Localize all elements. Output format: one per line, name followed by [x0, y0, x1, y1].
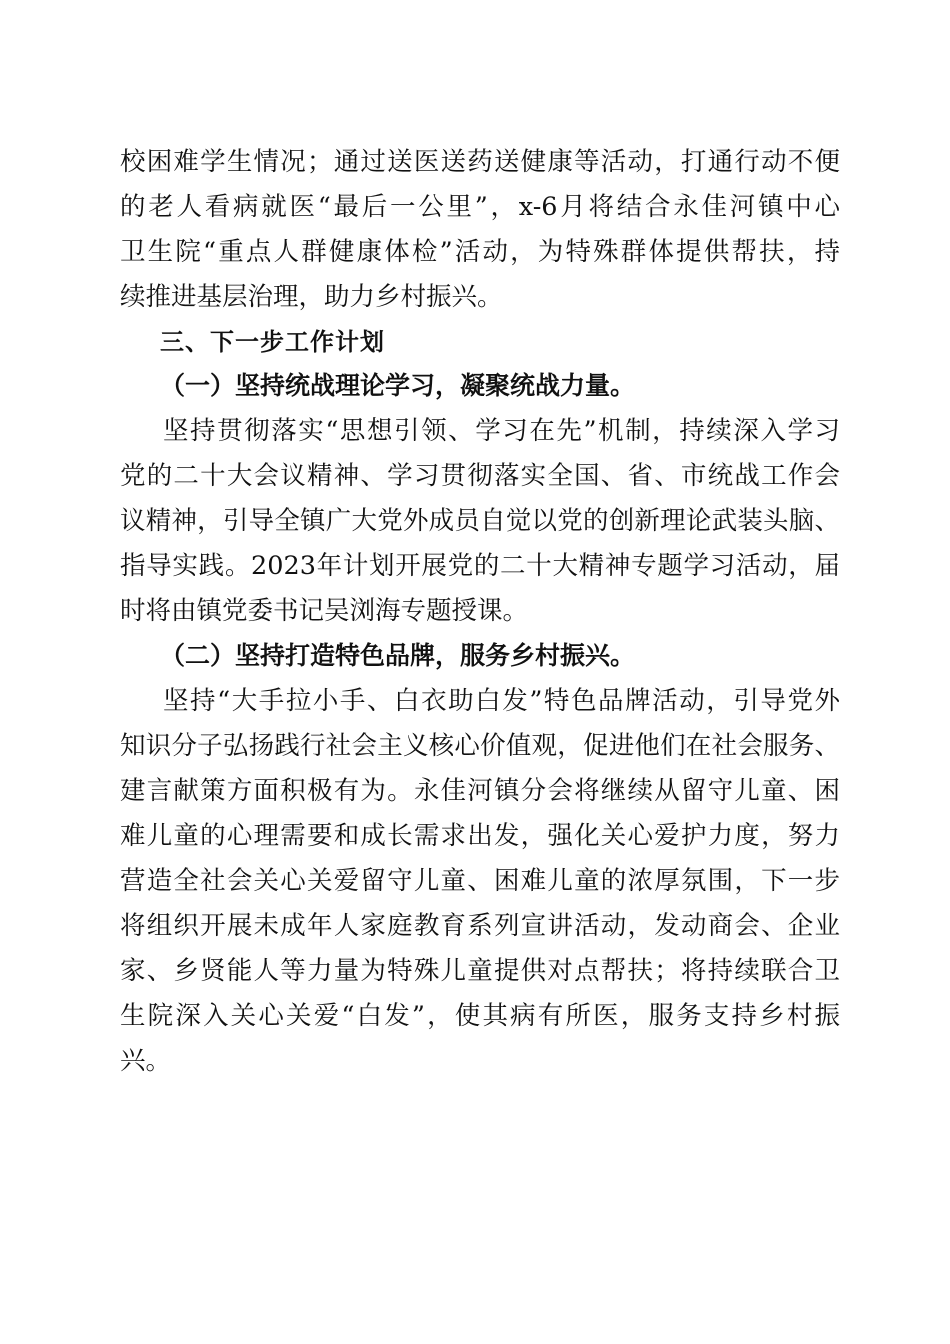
subsection-heading: （二）坚持打造特色品牌，服务乡村振兴。 — [160, 641, 636, 670]
section-heading: 三、下一步工作计划 — [160, 328, 385, 356]
paragraph-line: 家、乡贤能人等力量为特殊儿童提供对点帮扶；将持续联合卫 — [120, 956, 840, 986]
subsection-heading: （一）坚持统战理论学习，凝聚统战力量。 — [160, 371, 636, 400]
paragraph-line: 议精神，引导全镇广大党外成员自觉以党的创新理论武装头脑、 — [120, 506, 840, 536]
paragraph-line: 兴。 — [120, 1046, 172, 1076]
paragraph-line: 建言献策方面积极有为。永佳河镇分会将继续从留守儿童、困 — [120, 776, 840, 806]
paragraph-line: 坚持“大手拉小手、白衣助白发”特色品牌活动，引导党外 — [163, 686, 840, 716]
paragraph-line: 卫生院“重点人群健康体检”活动，为特殊群体提供帮扶，持 — [120, 237, 840, 267]
paragraph-line: 校困难学生情况；通过送医送药送健康等活动，打通行动不便 — [120, 147, 840, 177]
paragraph-line: 坚持贯彻落实“思想引领、学习在先”机制，持续深入学习 — [163, 416, 840, 446]
paragraph-line: 指导实践。2023年计划开展党的二十大精神专题学习活动，届 — [120, 551, 840, 581]
paragraph-line: 续推进基层治理，助力乡村振兴。 — [120, 282, 503, 312]
paragraph-line: 的老人看病就医“最后一公里”，x-6月将结合永佳河镇中心 — [120, 192, 840, 222]
paragraph-line: 知识分子弘扬践行社会主义核心价值观，促进他们在社会服务、 — [120, 731, 840, 761]
paragraph-line: 将组织开展未成年人家庭教育系列宣讲活动，发动商会、企业 — [120, 911, 840, 941]
paragraph-line: 时将由镇党委书记吴浏海专题授课。 — [120, 596, 529, 626]
paragraph-line: 难儿童的心理需要和成长需求出发，强化关心爱护力度，努力 — [120, 821, 840, 851]
paragraph-line: 党的二十大会议精神、学习贯彻落实全国、省、市统战工作会 — [120, 461, 840, 491]
paragraph-line: 生院深入关心关爱“白发”，使其病有所医，服务支持乡村振 — [120, 1001, 840, 1031]
paragraph-line: 营造全社会关心关爱留守儿童、困难儿童的浓厚氛围，下一步 — [120, 866, 840, 896]
